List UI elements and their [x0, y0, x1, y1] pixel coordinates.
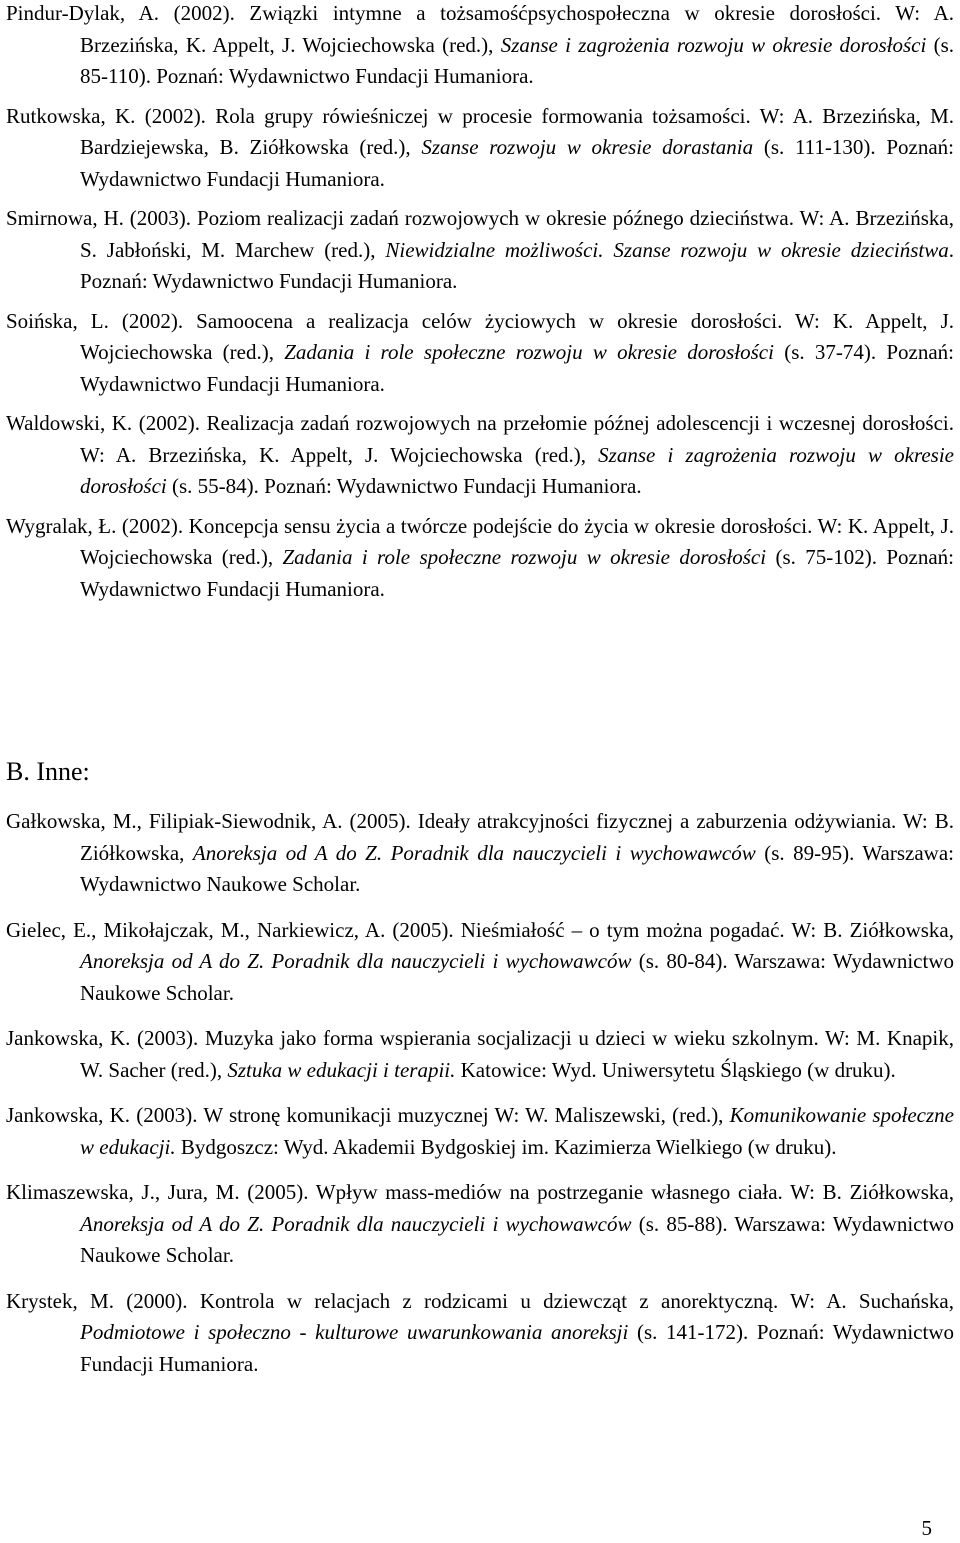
reference-publisher: Katowice: Wyd. Uniwersytetu Śląskiego (w druku). [455, 1057, 896, 1082]
reference-publisher: (s. 80-84). Warszawa: Wydawnictwo Naukowe Scholar. [80, 949, 955, 1005]
reference-title: W stronę komunikacji muzycznej W: W. Maliszewski, (red.), [203, 1103, 730, 1127]
reference-book-title: Sztuka w edukacji i terapii. [227, 1057, 456, 1082]
reference-entry-galkowska [6, 806, 954, 901]
reference-book-title: Komunikowanie społeczne w edukacji. [80, 1103, 954, 1159]
reference-publisher: (s. 37-74). Poznań: Wydawnictwo Fundacji Humaniora. [80, 340, 955, 396]
reference-author: Klimaszewska, J., Jura, M. (2005). [6, 1180, 316, 1204]
reference-entry-smirnowa [6, 203, 954, 298]
reference-book-title: Niewidzialne możliwości. Szanse rozwoju w okresie dzieciństwa [385, 237, 949, 262]
section-heading-other: B. Inne: [6, 757, 90, 786]
reference-entry-krystek [6, 1286, 954, 1381]
reference-book-title: Zadania i role społeczne rozwoju w okresie dorosłości [282, 545, 767, 569]
reference-title: Realizacja zadań rozwojowych na przełomie późnej adolescencji i wczesnej dorosłości. W: A. Brzezińska, K. Appelt, J. Wojciechowska (red.), [80, 411, 954, 467]
reference-publisher: (s. 85-110). Poznań: Wydawnictwo Fundacji Humaniora. [80, 32, 954, 88]
reference-title: Wpływ mass-mediów na postrzeganie własnego ciała. W: B. Ziółkowska, [315, 1180, 954, 1204]
reference-title: Poziom realizacji zadań rozwojowych w okresie późnego dzieciństwa. W: A. Brzezińska, S. Jabłoński, M. Marchew (red.), [80, 206, 954, 262]
reference-entry-gielec [6, 915, 954, 1010]
reference-author: Pindur-Dylak, A. (2002). [6, 1, 250, 25]
reference-entry-jankowska-muzyka [6, 1023, 954, 1086]
reference-title: Muzyka jako forma wspierania socjalizacji u dzieci w wieku szkolnym. W: M. Knapik, W. Sacher (red.), [80, 1026, 954, 1082]
reference-book-title: Zadania i role społeczne rozwoju w okresie dorosłości [284, 340, 774, 364]
reference-author: Jankowska, K. (2003). [6, 1026, 205, 1050]
reference-title: Rola grupy rówieśniczej w procesie formowania tożsamości. W: A. Brzezińska, M. Bardziejewska, B. Ziółkowska (red.), [80, 103, 954, 159]
reference-book-title: Szanse i zagrożenia rozwoju w okresie dorosłości [500, 32, 927, 57]
reference-author: Smirnowa, H. (2003). [6, 206, 197, 230]
reference-publisher: (s. 141-172). Poznań: Wydawnictwo Fundacji Humaniora. [80, 1320, 954, 1376]
reference-publisher: (s. 111-130). Poznań: Wydawnictwo Fundacji Humaniora. [80, 135, 954, 191]
reference-list-b [6, 806, 954, 1394]
reference-publisher: (s. 89-95). Warszawa: Wydawnictwo Naukowe Scholar. [80, 840, 954, 896]
reference-title: Samoocena a realizacja celów życiowych w okresie dorosłości. W: K. Appelt, J. Wojciechowska (red.), [80, 308, 954, 364]
reference-publisher: (s. 75-102). Poznań: Wydawnictwo Fundacji Humaniora. [80, 545, 955, 601]
reference-entry-soinska [6, 306, 954, 401]
reference-book-title: Szanse i zagrożenia rozwoju w okresie dorosłości [80, 442, 955, 498]
reference-book-title: Anoreksja od A do Z. Poradnik dla nauczycieli i wychowawców [80, 1211, 632, 1236]
reference-book-title: Anoreksja od A do Z. Poradnik dla nauczycieli i wychowawców [192, 840, 756, 865]
reference-entry-rutkowska [6, 101, 954, 196]
reference-author: Gielec, E., Mikołajczak, M., Narkiewicz, A. (2005). [6, 917, 461, 942]
reference-entry-pindur-dylak [6, 0, 954, 93]
page-number: 5 [921, 1516, 932, 1540]
reference-publisher: Bydgoszcz: Wyd. Akademii Bydgoskiej im. Kazimierza Wielkiego (w druku). [175, 1134, 837, 1159]
reference-entry-waldowski [6, 408, 954, 503]
reference-entry-wygralak [6, 511, 954, 606]
reference-list-a [6, 0, 954, 613]
reference-title: Związki intymne a tożsamośćpsychospołeczna w okresie dorosłości. W: A. Brzezińska, K. Appelt, J. Wojciechowska (red.), [80, 1, 954, 57]
reference-author: Jankowska, K. (2003). [6, 1103, 204, 1127]
reference-author: Rutkowska, K. (2002). [6, 103, 216, 128]
reference-entry-klimaszewska [6, 1177, 954, 1272]
reference-title: Nieśmiałość – o tym można pogadać. W: B. Ziółkowska, [460, 917, 955, 942]
reference-author: Wygralak, Ł. (2002). [6, 513, 189, 538]
reference-book-title: Podmiotowe i społeczno - kulturowe uwarunkowania anoreksji [80, 1320, 629, 1344]
reference-publisher: (s. 85-88). Warszawa: Wydawnictwo Naukowe Scholar. [80, 1211, 955, 1267]
reference-author: Waldowski, K. (2002). [6, 411, 207, 435]
reference-title: Ideały atrakcyjności fizycznej a zaburzenia odżywiania. W: B. Ziółkowska, [80, 809, 955, 865]
reference-book-title: Szanse rozwoju w okresie dorastania [421, 135, 754, 159]
reference-title: Koncepcja sensu życia a twórcze podejście do życia w okresie dorosłości. W: K. Appelt, J. Wojciechowska (red.), [80, 513, 955, 569]
reference-author: Soińska, L. (2002). [6, 308, 197, 333]
reference-author: Krystek, M. (2000). [6, 1288, 200, 1313]
reference-author: Gałkowska, M., Filipiak-Siewodnik, A. (2005). [6, 809, 418, 833]
reference-publisher: . Poznań: Wydawnictwo Fundacji Humaniora. [80, 237, 954, 293]
reference-entry-jankowska-komunikacja [6, 1100, 954, 1163]
reference-title: Kontrola w relacjach z rodzicami u dziewcząt z anorektyczną. W: A. Suchańska, [199, 1288, 954, 1313]
reference-book-title: Anoreksja od A do Z. Poradnik dla nauczycieli i wychowawców [80, 949, 632, 973]
reference-publisher: (s. 55-84). Poznań: Wydawnictwo Fundacji Humaniora. [166, 474, 642, 498]
